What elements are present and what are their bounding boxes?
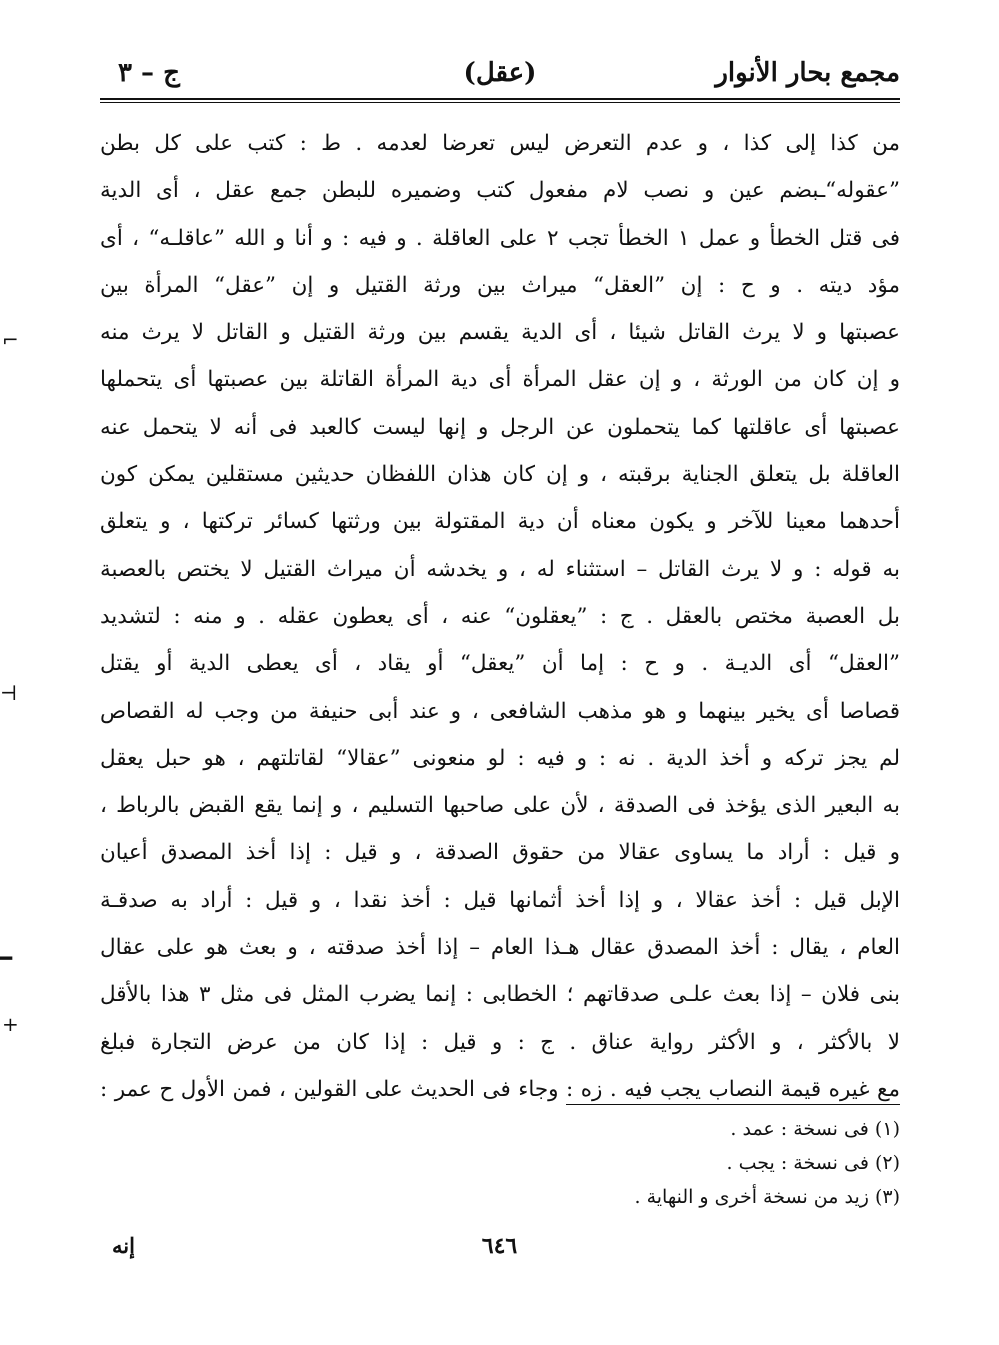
text-line: العاقلة بل يتعلق الجناية برقبته ، و إن كان هذان اللفظان حديثين مستقلين يمكن كون [100, 462, 900, 488]
margin-mark: ⌐ [2, 328, 19, 352]
entry-root: (عقل) [463, 58, 537, 88]
text-line: و إن كان من الورثة ، و إن عقل المرأة أى دية المرأة القاتلة بين عصبتها أى يتحملها [100, 367, 900, 393]
text-line: به البعير الذى يؤخذ فى الصدقة ، لأن على صاحبها التسليم ، و إنما يقع القبض بالرباط ، [100, 793, 900, 819]
running-header [100, 52, 900, 98]
text-line: بنى فلان – إذا بعث علـى صدقاتهم ؛ الخطابى : إنما يضرب المثل فى مثل ٣ هذا بالأقل [100, 982, 900, 1008]
footnote: (٢) فى نسخة : يجب . [726, 1152, 900, 1174]
main-text [100, 120, 900, 1113]
footnote: (١) فى نسخة : عمد . [730, 1118, 900, 1140]
text-line: ”العقل“ أى الديـة . و ح : إما أن ”يعقل“ أو يقاد ، أى يعطى الدية أو يقتل [100, 651, 900, 677]
footnote: (٣) زيد من نسخة أخرى و النهاية . [634, 1186, 900, 1208]
book-title: مجمع بحار الأنوار [715, 58, 900, 88]
text-line: مؤد ديته . و ح : إن ”العقل“ ميراث بين ورثة القتيل و إن ”عقل“ المرأة بين [100, 272, 900, 298]
text-line: عصبتها و لا يرث القاتل شيئا ، أى الدية يقسم بين ورثة القتيل و القاتل لا يرث منه [100, 320, 900, 346]
text-line: لا بالأكثر ، و الأكثر رواية عناق . ج : و قيل : إذا كان من عرض التجارة فبلغ [100, 1029, 900, 1055]
footnote-rule [566, 1104, 900, 1105]
text-line: بل العصبة مختص بالعقل . ج : ”يعقلون“ عنه ، أى يعطون عقله . و منه : لتشديد [100, 603, 900, 629]
catchword: إنه [112, 1233, 135, 1258]
text-line: من كذا إلى كذا ، و عدم التعرض ليس تعرضا لعدمه . ط : كتب على كل بطن [100, 131, 900, 156]
text-line: قصاصا أى يخير بينهما و هو مذهب الشافعى ، و عند أبى حنيفة من وجب له القصاص [100, 698, 900, 724]
footnotes [634, 1112, 900, 1214]
text-line: به قوله : و لا يرث القاتل – استثناء له ، و يخدشه أن ميراث القتيل لا يختص بالعصبة [100, 556, 900, 582]
text-line: و قيل : أراد ما يساوى عقالا من حقوق الصدقة ، و قيل : إذا أخذ المصدق أعيان [100, 840, 900, 866]
text-line: أحدهما معينا للآخر و يكون معناه أن دية المقتولة بين ورثتها كسائر تركتها ، و يتعلق [100, 509, 900, 535]
text-line: مع غيره قيمة النصاب يجب فيه . زه : وجاء فى الحديث على القولين ، فمن الأول ح عمر : [100, 1076, 900, 1102]
text-line: عصبتها أى عاقلتها كما يتحملون عن الرجل و إنها ليست كالعبد فى أنه لا يتحمل عنه [100, 414, 900, 440]
text-line: العام ، يقال : أخذ المصدق عقال هـذا العام – إذا أخذ صدقته ، و بعث هو على عقال [100, 935, 900, 961]
margin-mark: ━ [0, 946, 13, 970]
header-rule [100, 98, 900, 100]
margin-mark: + [2, 1012, 19, 1036]
page-number: ٦٤٦ [481, 1233, 518, 1259]
text-line: فى قتل الخطأ و عمل ١ الخطأ تجب ٢ على العاقلة . و فيه : و أنا و الله ”عاقلـه“ ، أى [100, 225, 900, 251]
volume-label: ج – ٣ [118, 58, 180, 88]
margin-mark: ⊣ [0, 681, 18, 705]
header-rule-thin [100, 102, 900, 103]
text-line: ”عقوله“ـبضم عين و نصب لام مفعول كتب وضميره للبطن جمع عقل ، أى الدية [100, 178, 900, 204]
text-line: الإبل قيل : أخذ عقالا ، و إذا أخذ أثمانها قيل : أخذ نقدا ، و قيل : أراد به صدقـة [100, 887, 900, 913]
text-line: لم يجز تركه و أخذ الدية . نه : و فيه : لو منعونى ”عقالا“ لقاتلتهم ، هو حبل يعقل [100, 745, 900, 771]
